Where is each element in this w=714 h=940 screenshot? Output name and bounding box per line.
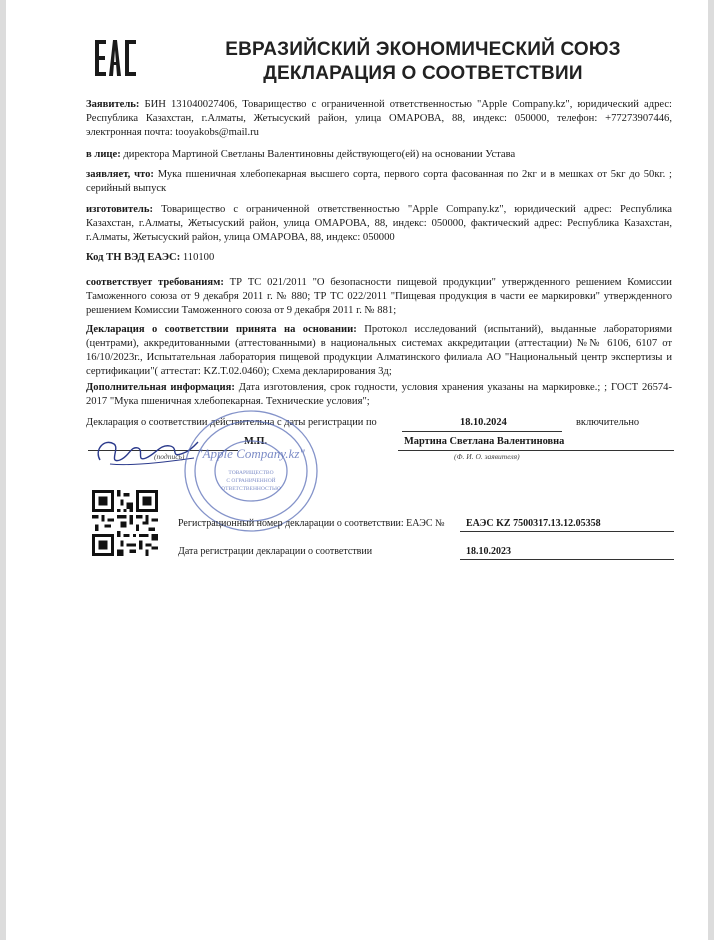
applicant-label: Заявитель: — [86, 99, 140, 110]
code-section — [86, 251, 672, 265]
applicant-text: БИН 131040027406, Товарищество с ограниченной ответственностью "Apple Company.kz", юридический адрес: Республика Казахстан, г.Алматы, Жетысуский район, улица ОМАРОВА, 88, индекс: 050000, телефон: +77273907446, электронная почта: tooyakobs@mail.ru — [86, 99, 672, 138]
additional-text: Дата изготовления, срок годности, условия хранения указаны на маркировке.; ; ГОСТ 26574-2017 "Мука пшеничная хлебопекарная. Технические условия"; — [86, 382, 672, 407]
reg-number-value: ЕАЭС KZ 7500317.13.12.05358 — [466, 518, 601, 529]
manufacturer-text: Товарищество с ограниченной ответственностью "Apple Company.kz", юридический адрес: Республика Казахстан, г.Алматы, Жетысуский район, улица ОМАРОВА, 88, индекс: 050000, фактический адрес: Республика Казахстан, г.Алматы, Жетысуский район, улица ОМАРОВА, 88, индекс: 050000 — [86, 204, 672, 243]
manufacturer-label: изготовитель: — [86, 204, 153, 215]
validity-prefix: Декларация о соответствии действительна с даты регистрации по — [86, 417, 377, 428]
code-label: Код ТН ВЭД ЕАЭС: — [86, 252, 181, 263]
basis-text: Протокол исследований (испытаний), выданные лабораториями (центрами), аккредитованными (аттестованными) в национальных системах аккредитации (аттестации) №№ 6106, 6107 от 16/10/2023г., Испытательная лаборатория пищевой продукции Алматинского филиала АО "Национальный центр экспертизы и сертификации"( аттестат: KZ.T.02.0460); Схема декларирования 3д; — [86, 324, 672, 377]
declares-section — [86, 168, 672, 196]
mp-mark: М.П. — [244, 436, 268, 447]
name-line — [398, 450, 674, 451]
union-title: ЕВРАЗИЙСКИЙ ЭКОНОМИЧЕСКИЙ СОЮЗ — [225, 39, 621, 60]
additional-section — [86, 381, 672, 409]
declares-text: Мука пшеничная хлебопекарная высшего сорта, первого сорта фасованная по 2кг и в мешках от 5кг до 50кг. ; серийный выпуск — [86, 169, 672, 194]
validity-date: 18.10.2024 — [460, 417, 507, 428]
requirements-section — [86, 276, 672, 318]
requirements-text: ТР ТС 021/2011 "О безопасности пищевой продукции" утвержденного решением Комиссии Таможенного союза от 9 декабря 2011 г. № 880; ТР ТС 022/2011 "Пищевая продукция в части ее маркировки" утвержденного решением Комиссии Таможенного союза от 9 декабря 2011 г. № 881; — [86, 277, 672, 316]
additional-label: Дополнительная информация: — [86, 382, 235, 393]
person-label: в лице: — [86, 149, 121, 160]
reg-number-underline — [460, 531, 674, 532]
applicant-section — [86, 98, 672, 140]
code-text: 110100 — [182, 252, 215, 263]
reg-date-label: Дата регистрации декларации о соответствии — [178, 546, 373, 557]
company-stamp — [182, 408, 320, 534]
reg-date-value: 18.10.2023 — [466, 546, 511, 557]
person-text: директора Мартиной Светланы Валентиновны действующего(ей) на основании Устава — [123, 149, 516, 160]
declaration-title: ДЕКЛАРАЦИЯ О СООТВЕТСТВИИ — [263, 63, 583, 84]
document-page — [6, 0, 708, 940]
reg-number-label: Регистрационный номер декларации о соответствии: ЕАЭС № — [178, 518, 445, 529]
basis-section — [86, 323, 672, 379]
stamp-line-2: С ОГРАНИЧЕННОЙ — [226, 478, 276, 484]
validity-suffix: включительно — [576, 417, 640, 428]
qr-code — [92, 490, 158, 556]
validity-underline — [402, 431, 562, 432]
reg-date-underline — [460, 559, 674, 560]
declares-label: заявляет, что: — [86, 169, 154, 180]
name-caption: (Ф. И. О. заявителя) — [454, 452, 520, 461]
basis-label: Декларация о соответствии принята на основании: — [86, 324, 357, 335]
requirements-label: соответствует требованиям: — [86, 277, 224, 288]
manufacturer-section — [86, 203, 672, 245]
signature-caption: (подпись) — [154, 452, 185, 461]
person-section — [86, 148, 672, 162]
signatory-name: Мартина Светлана Валентиновна — [404, 436, 565, 447]
stamp-company-name: "Apple Company.kz" — [197, 446, 305, 461]
stamp-line-1: ТОВАРИЩЕСТВО — [228, 470, 274, 476]
stamp-line-3: ОТВЕТСТВЕННОСТЬЮ — [221, 486, 281, 492]
document-heading — [186, 38, 660, 86]
eac-logo — [94, 38, 138, 78]
